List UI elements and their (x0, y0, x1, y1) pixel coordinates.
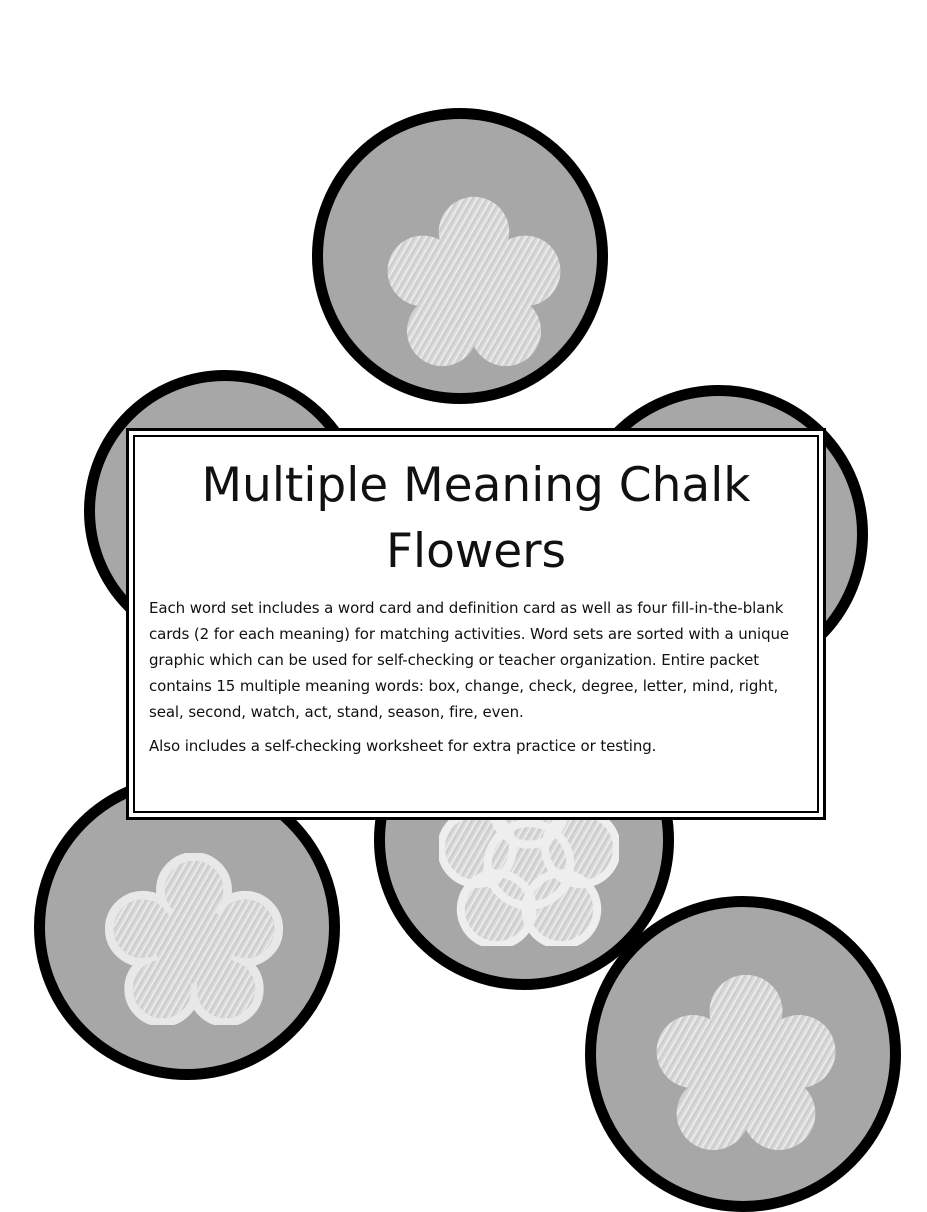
info-box-inner (133, 435, 819, 813)
outline-chalk-flower-icon (105, 853, 283, 1025)
decorative-circle-bottom-right (585, 896, 901, 1212)
filled-chalk-flower-icon (654, 973, 838, 1151)
description-paragraph: Each word set includes a word card and definition card as well as four fill-in-the-blank cards (2 for each meaning) for matching activities. Word sets are sorted with a unique graphic which can be used for self-checking or teacher organization. Entire packet contains 15 multiple meaning words: box, change, check, degree, letter, mind, right, seal, second, watch, act, stand, season, fire, even. (149, 599, 790, 721)
info-box (126, 428, 826, 820)
filled-chalk-flower-icon (385, 195, 563, 367)
document-title: Multiple Meaning Chalk Flowers (201, 458, 751, 579)
decorative-circle-top (312, 108, 608, 404)
worksheet-note: Also includes a self-checking worksheet for extra practice or testing. (149, 737, 657, 755)
